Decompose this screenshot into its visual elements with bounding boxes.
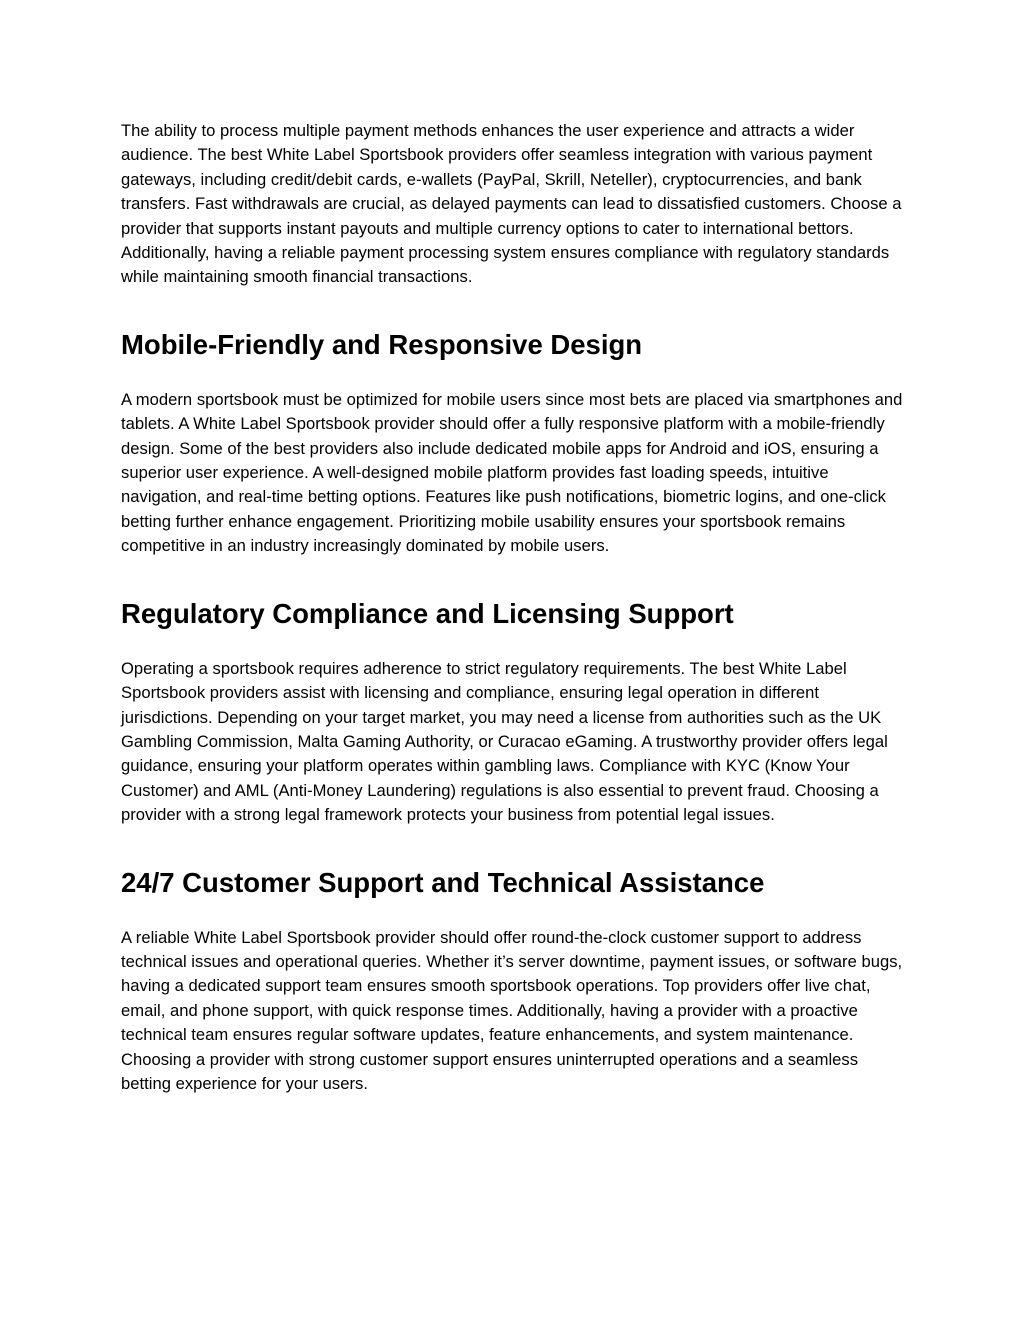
section-paragraph-regulatory-compliance: Operating a sportsbook requires adherence to strict regulatory requirements. The best White Label Sportsbook providers assist with licensing and compliance, ensuring legal operation in different jurisdictions. Depending on your target market, you may need a license from authorities such as the UK Gambling Commission, Malta Gaming Authority, or Curacao eGaming. A trustworthy provider offers legal guidance, ensuring your platform operates within gambling laws. Compliance with KYC (Know Your Customer) and AML (Anti-Money Laundering) regulations is also essential to prevent fraud. Choosing a provider with a strong legal framework protects your business from potential legal issues. — [121, 658, 888, 825]
section-paragraph-customer-support: A reliable White Label Sportsbook provider should offer round-the-clock customer support to address technical issues and operational queries. Whether it’s server downtime, payment issues, or software bugs, having a dedicated support team ensures smooth sportsbook operations. Top providers offer live chat, email, and phone support, with quick response times. Additionally, having a provider with a proactive technical team ensures regular software updates, feature enhancements, and system maintenance. Choosing a provider with strong customer support ensures uninterrupted operations and a seamless betting experience for your users. — [121, 927, 903, 1093]
section-heading-regulatory-compliance: Regulatory Compliance and Licensing Support — [121, 597, 734, 629]
section-paragraph-mobile-design: A modern sportsbook must be optimized for mobile users since most bets are placed via smartphones and tablets. A White Label Sportsbook provider should offer a fully responsive platform with a mobile-friendly design. Some of the best providers also include dedicated mobile apps for Android and iOS, ensuring a superior user experience. A well-designed mobile platform provides fast loading speeds, intuitive navigation, and real-time betting options. Features like push notifications, biometric logins, and one-click betting further enhance engagement. Prioritizing mobile usability ensures your sportsbook remains competitive in an industry increasingly dominated by mobile users. — [121, 389, 903, 556]
section-heading-customer-support: 24/7 Customer Support and Technical Assistance — [121, 866, 765, 898]
section-heading-mobile-design: Mobile-Friendly and Responsive Design — [121, 328, 643, 360]
document-page — [121, 119, 911, 1096]
intro-paragraph: The ability to process multiple payment methods enhances the user experience and attracts a wider audience. The best White Label Sportsbook providers offer seamless integration with various payment gateways, including credit/debit cards, e-wallets (PayPal, Skrill, Neteller), cryptocurrencies, and bank transfers. Fast withdrawals are crucial, as delayed payments can lead to dissatisfied customers. Choose a provider that supports instant payouts and multiple currency options to cater to international bettors. Additionally, having a reliable payment processing system ensures compliance with regulatory standards while maintaining smooth financial transactions. — [121, 121, 902, 287]
